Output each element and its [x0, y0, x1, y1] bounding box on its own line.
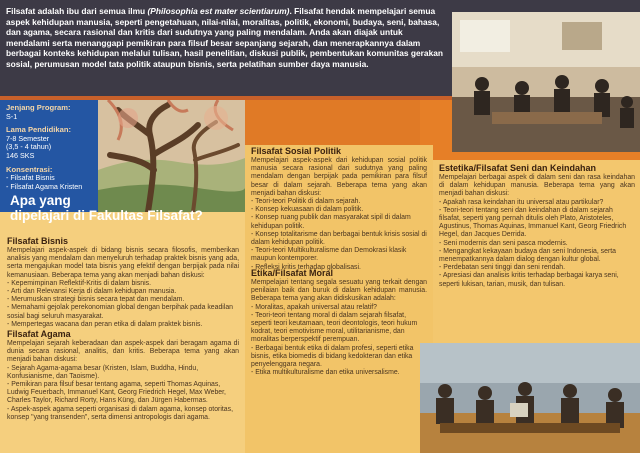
section-filsafat-bisnis — [7, 236, 239, 329]
section-title: Filsafat Sosial Politik — [251, 146, 342, 156]
list-item: - Kepemimpinan Reflektif-Kritis di dalam bisnis. — [7, 279, 151, 287]
section-list — [439, 199, 635, 289]
list-item: - Konsep kekuasaan di dalam politik. — [251, 206, 364, 214]
jenjang-label: Jenjang Program: — [6, 103, 71, 112]
list-item: - Berbagai bentuk etika di dalam profesi, seperti etika bisnis, etika biomedis di bidang kedokteran dan etika penyelenggara negara. — [251, 344, 414, 369]
intro-paragraph — [6, 6, 446, 70]
section-title: Filsafat Agama — [7, 329, 71, 339]
section-title: Filsafat Bisnis — [7, 236, 69, 246]
section-etika-filsafat-moral — [251, 268, 427, 377]
section-intro: Mempelajari sejarah keberadaan dan aspek-aspek dari beragam agama di dunia secara rasional, analitis, dan kritis. Beberapa tema yang akan menjadi bahan diskusi: — [7, 340, 239, 364]
section-title: Etika/Filsafat Moral — [251, 268, 334, 278]
list-item: - Konsep ruang publik dan masyarakat sipil di dalam kehidupan politik. — [251, 214, 411, 230]
section-title: Estetika/Filsafat Seni dan Keindahan — [439, 163, 597, 173]
program-info — [6, 104, 96, 191]
list-item: - Teori-teori Politik di dalam sejarah. — [251, 198, 361, 206]
list-item: - Pemikiran para filsuf besar tentang agama, seperti Thomas Aquinas, Ludwig Feuerbach, Immanuel Kant, Georg Friedrich Hegel, Max Weber, Charles Taylor, Richard Rorty, Hans Küng, dan Jürgen Habermas. — [7, 381, 226, 405]
konsentrasi-item: - Filsafat Agama Kristen — [6, 181, 83, 191]
list-item: - Mengangkat kekayaan budaya dan seni Indonesia, serta menempatkannya dalam dialog dengan kultur global. — [439, 247, 616, 264]
question-heading-line2: dipelajari di Fakultas Filsafat? — [10, 208, 203, 223]
list-item: - Refleksi kritis terhadap globalisasi. — [251, 263, 361, 271]
intro-text-part1: Filsafat adalah ibu dari semua ilmu — [6, 6, 148, 16]
intro-text-part2: . Filsafat hendak mempelajari semua aspek kehidupan manusia, seperti pengetahuan, nilai-nilai, moralitas, politik, ekonomi, budaya, seni, bahasa, dan agama, secara rasional dan kritis dari sudutnya yang paling mendalam. Anda akan diajak untuk mendalami serta menanggapi pemikiran para filsuf besar sepanjang sejarah, dan menerapkannya dalam berbagai konteks kehidupan melalui tulisan, hasil penelitian, diskusi publik, pembentukan komunitas gerakan sosial, perumusan model tata politik ataupun bisnis, serta pelatihan sumber daya manusia. — [6, 6, 444, 69]
list-item: - Teori-teori Multikulturalisme dan Demokrasi klasik maupun kontemporer. — [251, 247, 407, 263]
list-item: - Sejarah Agama-agama besar (Kristen, Islam, Buddha, Hindu, Konfusianisme, dan Taoisme). — [7, 364, 199, 380]
list-item: - Mempertegas wacana dan peran etika di dalam praktek bisnis. — [7, 320, 203, 328]
section-estetika — [439, 163, 635, 289]
list-item: - Arti dan Relevansi Kerja di dalam kehidupan manusia. — [7, 288, 177, 296]
section-intro: Mempelajari tentang segala sesuatu yang terkait dengan penilaian baik dan buruk di dalam kehidupan manusia. Beberapa tema yang akan didiskusikan adalah: — [251, 279, 427, 303]
discussion-photo — [420, 343, 640, 453]
list-item: - Aspek-aspek agama seperti organisasi di dalam agama, konsep otoritas, konsep "yang transenden", serta dimensi antropologis dari agama. — [7, 405, 233, 421]
list-item: - Apakah rasa keindahan itu universal atau partikular? — [439, 198, 604, 206]
lama-line: 146 SKS — [6, 150, 35, 160]
section-intro: Mempelajari aspek-aspek di bidang bisnis secara filosofis, memberikan analisis yang mendalam dan menyeluruh terhadap praktek bisnis yang ada, serta mengajukan model tata bisnis yang efektif dengan berpijak pada nilai kemanusiaan. Beberapa tema yang akan menjadi bahan diskusi: — [7, 247, 239, 279]
section-filsafat-sosial-politik — [251, 146, 427, 272]
lama-label: Lama Pendidikan: — [6, 125, 71, 135]
classroom-photo-svg — [452, 12, 640, 152]
konsentrasi-label: Konsentrasi: — [6, 164, 53, 174]
discussion-photo-svg — [420, 343, 640, 453]
question-heading-line1: Apa yang — [10, 193, 71, 208]
list-item: - Moralitas, apakah universal atau relatif? — [251, 303, 378, 311]
list-item: - Memahami gejolak perekonomian global dengan berpihak pada keadilan sosial bagi seluruh masyarakat. — [7, 304, 234, 320]
jenjang-value: S-1 — [6, 111, 18, 121]
list-item: - Teori-teori tentang moral di dalam sejarah filsafat, seperti teori keutamaan, teori deontologis, teori hukum kodrat, teori emotivisme moral, utilitarianisme, dan moralitas berperspektif perempuan. — [251, 311, 418, 344]
list-item: - Perdebatan seni tinggi dan seni rendah. — [439, 264, 566, 272]
section-intro: Mempelajari aspek-aspek dari kehidupan sosial politik manusia secara rasional dari sudutnya yang paling mendalam dengan berpijak pada pemikiran para filsuf besar di dalam sejarah. Beberapa tema yang akan menjadi bahan diskusi: — [251, 157, 427, 197]
list-item: - Etika multikulturalisme dan etika universalisme. — [251, 369, 400, 377]
list-item: - Seni modernis dan seni pasca modernis. — [439, 239, 568, 247]
section-list — [251, 198, 427, 272]
lama-line: (3,5 - 4 tahun) — [6, 142, 52, 152]
list-item: - Merumuskan strategi bisnis secara tepat dan mendalam. — [7, 296, 185, 304]
intro-latin-phrase: (Philosophia est mater scientiarum) — [147, 6, 290, 16]
section-filsafat-agama — [7, 329, 239, 422]
konsentrasi-item: - Filsafat Bisnis — [6, 173, 55, 183]
classroom-photo — [452, 12, 640, 152]
list-item: - Konsep totalitarisme dan berbagai bentuk krisis sosial di dalam kehidupan politik. — [251, 230, 427, 247]
list-item: - Apresiasi dan analisis kritis terhadap berbagai karya seni, seperti lukisan, tarian, musik, dan tulisan. — [439, 272, 619, 288]
section-intro: Mempelajari berbagai aspek di dalam seni dan rasa keindahan di dalam kehidupan manusia. Beberapa tema yang akan menjadi bahan diskusi: — [439, 174, 635, 198]
section-list — [7, 280, 239, 329]
lama-line: 7-8 Semester — [6, 133, 50, 143]
list-item: - Teori-teori tentang seni dan keindahan di dalam sejarah filsafat, seperti yang pernah ditulis oleh Plato, Aristoteles, Agustinus, Thomas Aquinas, Immanuel Kant, Georg Friedrich Hegel, dan Jacques Derrida. — [439, 206, 627, 239]
question-heading — [10, 193, 245, 223]
section-list — [251, 304, 427, 378]
section-list — [7, 365, 239, 422]
